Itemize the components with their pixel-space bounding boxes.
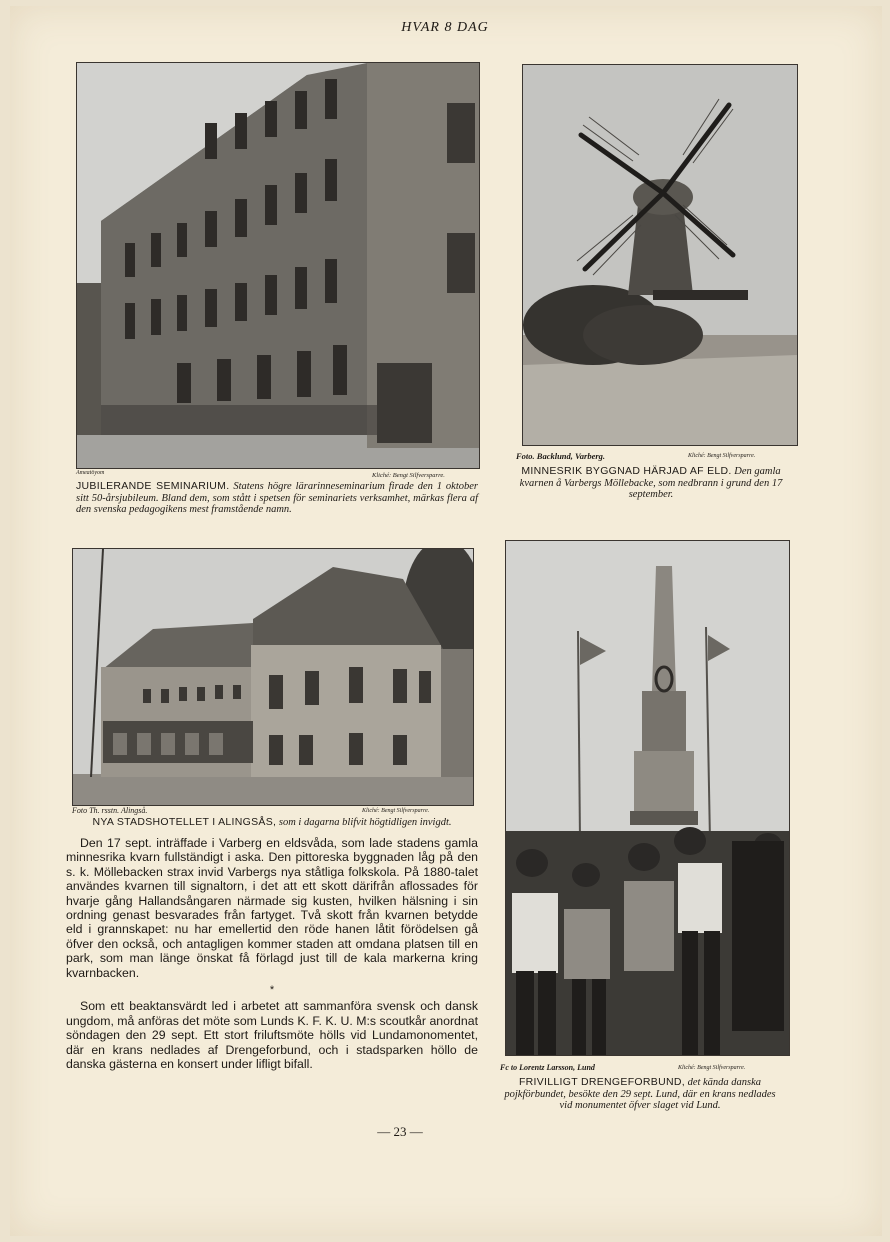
monument-photo [505, 540, 790, 1056]
windmill-credit-right: Kliché: Bengt Silfversparre. [688, 453, 756, 459]
article-paragraph: Som ett beaktansvärdt led i arbetet att sammanföra svensk och dansk ungdom, må anföras det möte som Lunds K. F. K. U. M:s scoutkår anordnat söndagen den 29 sept. Ett stort friluftsmöte hölls vid Lundamonomentet, där en krans nedlades af Drengeforbund, och i stadsparken höllo de danska gästerna en konsert under lifligt bifall. [66, 999, 478, 1072]
article-separator: * [269, 984, 275, 997]
seminarium-caption-text: Statens högre lärarinneseminarium firade den 1 oktober sitt 50-årsjubileum. Bland dem, som stått i spetsen för seminariets verksamhet, märkas flera af den svenska pedagogikens mest framstående namn. [76, 481, 478, 515]
seminarium-credit-left: Ameatöyom [76, 470, 105, 476]
windmill-caption-title: MINNESRIK BYGGNAD HÄRJAD AF ELD. [521, 465, 732, 477]
hotel-photo-icon [73, 549, 473, 805]
windmill-photo [522, 64, 798, 446]
monument-caption-text: det kända danska pojkförbundet, besökte den 29 sept. Lund, där en krans nedlades vid monumentet öfver slaget vid Lund. [504, 1077, 776, 1111]
hotel-credit-left: Foto Th. rsstn. Alingså. [72, 806, 148, 815]
page-number: — 23 — [377, 1124, 423, 1139]
article-paragraph: Den 17 sept. inträffade i Varberg en eldsvåda, som lade stadens gamla minnesrika kvarn fullständigt i aska. Den pittoreska byggnaden låg på den s. k. Möllebacken strax invid Varbergs nya ståtliga folkskola. På 1880-talet användes kvarnen till signaltorn, i det att ett skott därifrån aflossades för hvarje gång Hallandsångaren närmade sig kusten, hvilken hälsning i sin ordning genast besvarades från fartyget. Två skott från kvarnen betydde eld i grannskapet: nu har emellertid den röde hanen låtit förödelsen gå öfver den också, och antagligen kommer staden att omdana platsen till en park, som man länge önskat få förlagd just till de kala markerna kring kvarnbacken. [66, 836, 478, 980]
hotel-photo [72, 548, 474, 806]
monument-credit-right: Kliché: Bengt Silfversparre. [678, 1065, 746, 1071]
hotel-caption-title: NYA STADSHOTELLET I ALINGSÅS, [92, 816, 277, 828]
article-body [66, 836, 478, 1072]
monument-credit-left: Fc to Lorentz Larsson, Lund [500, 1063, 595, 1072]
building-photo-icon [77, 63, 479, 468]
windmill-photo-icon [523, 65, 797, 445]
windmill-caption [514, 466, 788, 501]
windmill-caption-text: Den gamla kvarnen å Varbergs Möllebacke, som nedbrann i grund den 17 september. [519, 466, 783, 500]
seminarium-caption [76, 481, 478, 516]
page-header: HVAR 8 DAG [401, 20, 489, 35]
monument-photo-icon [506, 541, 789, 1055]
seminarium-credit-right: Kliché: Bengt Silfversparre. [372, 472, 445, 479]
hotel-caption-text: som i dagarna blifvit högtidligen invigdt. [278, 817, 452, 828]
monument-caption [498, 1077, 782, 1112]
hotel-credit-right: Kliché: Bengt Silfversparre. [362, 808, 430, 814]
monument-caption-title: FRIVILLIGT DRENGEFORBUND, [518, 1076, 685, 1088]
seminarium-caption-title: JUBILERANDE SEMINARIUM. [76, 480, 230, 492]
seminarium-photo [76, 62, 480, 469]
hotel-caption [72, 817, 472, 829]
windmill-credit-left: Foto. Backlund, Varberg. [516, 451, 606, 461]
